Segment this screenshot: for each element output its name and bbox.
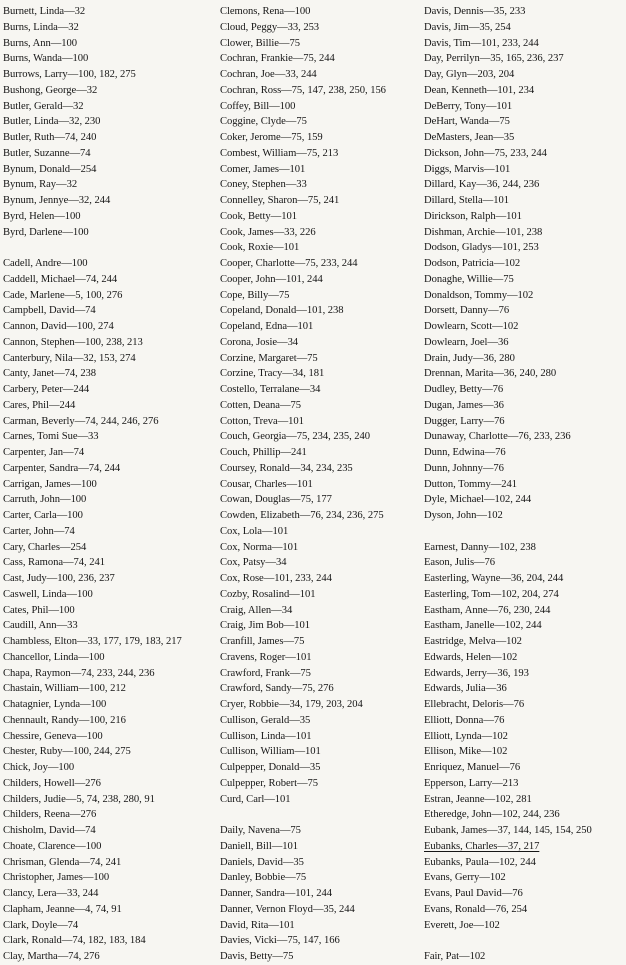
- index-entry: Cochran, Frankie—75, 244: [220, 53, 335, 65]
- index-entry: Dunn, Johnny—76: [424, 462, 504, 474]
- index-entry: Dillard, Kay—36, 244, 236: [424, 179, 540, 191]
- index-entry: Cook, Roxie—101: [220, 242, 300, 254]
- index-entry: Costello, Terralane—34: [220, 384, 321, 395]
- index-entry: Evans, Ronald—76, 254: [424, 903, 528, 915]
- index-entry: Day, Perrilyn—35, 165, 236, 237: [424, 53, 564, 65]
- index-entry: Cravens, Roger—101: [220, 651, 312, 663]
- index-entry: Byrd, Darlene—100: [3, 226, 89, 238]
- index-entry: Couch, Phillip—241: [220, 447, 307, 458]
- index-entry: Coffey, Bill—100: [220, 100, 296, 112]
- index-entry: Butler, Gerald—32: [3, 100, 84, 112]
- index-entry: DeHart, Wanda—75: [424, 116, 510, 128]
- index-entry: Caudill, Ann—33: [3, 620, 78, 632]
- index-entry: Childers, Howell—276: [3, 777, 101, 789]
- index-entry: Copeland, Edna—101: [220, 321, 314, 332]
- index-entry: Chastain, William—100, 212: [3, 683, 126, 695]
- index-entry: Dudley, Betty—76: [424, 384, 504, 395]
- index-entry: Easterling, Wayne—36, 204, 244: [424, 573, 564, 584]
- index-entry: Clemons, Rena—100: [220, 6, 311, 17]
- index-entry: Campbell, David—74: [3, 305, 96, 317]
- index-entry: Clark, Ronald—74, 182, 183, 184: [3, 935, 146, 947]
- index-entry: Cope, Billy—75: [220, 289, 290, 301]
- index-entry: Canty, Janet—74, 238: [3, 368, 97, 380]
- index-entry: Clay, Martha—74, 276: [3, 951, 100, 962]
- index-entry: Caswell, Linda—100: [3, 588, 93, 600]
- index-entry: Curd, Carl—101: [220, 793, 291, 805]
- index-entry: Danley, Bobbie—75: [220, 872, 307, 884]
- index-entry: Davis, Jim—35, 254: [424, 21, 511, 33]
- index-entry: Carbery, Peter—244: [3, 384, 90, 395]
- index-entry: Davis, Tim—101, 233, 244: [424, 37, 539, 49]
- index-entry: Enriquez, Manuel—76: [424, 762, 521, 773]
- index-entry: Crawford, Sandy—75, 276: [220, 683, 334, 695]
- index-entry: Burns, Wanda—100: [3, 53, 89, 65]
- index-entry: Burns, Linda—32: [3, 21, 79, 33]
- index-entry: Davies, Vicki—75, 147, 166: [220, 935, 340, 947]
- index-entry: Fair, Pat—102: [424, 951, 486, 962]
- index-entry: DeMasters, Jean—35: [424, 132, 515, 143]
- index-entry: David, Rita—101: [220, 919, 295, 931]
- index-entry: Bynum, Donald—254: [3, 163, 97, 175]
- index-entry: Dugger, Larry—76: [424, 415, 505, 427]
- index-entry: Cryer, Robbie—34, 179, 203, 204: [220, 699, 363, 710]
- index-entry: Eubanks, Charles—37, 217: [424, 840, 540, 852]
- index-entry: Eason, Julis—76: [424, 557, 496, 569]
- index-entry: Dillard, Stella—101: [424, 195, 509, 206]
- index-entry: Daniels, David—35: [220, 856, 304, 868]
- index-entry: Childers, Judie—5, 74, 238, 280, 91: [3, 793, 155, 805]
- index-entry: Eastham, Janelle—102, 244: [424, 620, 542, 632]
- index-entry: Crawford, Frank—75: [220, 667, 311, 679]
- index-entry: Dean, Kenneth—101, 234: [424, 84, 535, 96]
- index-entry: Corona, Josie—34: [220, 336, 299, 348]
- index-entry: Elliott, Donna—76: [424, 714, 505, 726]
- index-column-1: [3, 4, 209, 965]
- index-column-2: [220, 4, 415, 965]
- index-entry: Dodson, Patricia—102: [424, 258, 521, 269]
- index-entry: Cadell, Andre—100: [3, 258, 88, 269]
- index-entry: Burns, Ann—100: [3, 37, 78, 49]
- index-entry: Dugan, James—36: [424, 399, 504, 411]
- index-entry: Caddell, Michael—74, 244: [3, 273, 118, 285]
- index-entry: Edwards, Helen—102: [424, 651, 518, 663]
- index-entry: Canterbury, Nila—32, 153, 274: [3, 352, 136, 364]
- index-entry: Donaghe, Willie—75: [424, 273, 514, 285]
- index-entry: Cranfill, James—75: [220, 636, 305, 647]
- index-entry: Chapa, Raymon—74, 233, 244, 236: [3, 667, 155, 679]
- index-entry: Evans, Gerry—102: [424, 872, 506, 884]
- index-entry: Cotton, Treva—101: [220, 415, 304, 427]
- index-entry: Bynum, Ray—32: [3, 179, 78, 191]
- letter-section-gap: [424, 933, 626, 949]
- index-entry: Corzine, Margaret—75: [220, 352, 318, 364]
- index-entry: Chancellor, Linda—100: [3, 651, 105, 663]
- index-entry: Donaldson, Tommy—102: [424, 289, 534, 301]
- index-entry: Corzine, Tracy—34, 181: [220, 368, 325, 380]
- index-entry: Cox, Rose—101, 233, 244: [220, 573, 332, 584]
- index-entry: Coker, Jerome—75, 159: [220, 132, 323, 143]
- index-entry: Cowden, Elizabeth—76, 234, 236, 275: [220, 510, 384, 521]
- index-entry: Earnest, Danny—102, 238: [424, 541, 536, 553]
- index-entry: DeBerry, Tony—101: [424, 100, 513, 112]
- index-entry: Danner, Sandra—101, 244: [220, 888, 332, 899]
- index-entry: Combest, William—75, 213: [220, 147, 339, 159]
- index-entry: Cast, Judy—100, 236, 237: [3, 573, 115, 584]
- index-entry: Coggine, Clyde—75: [220, 116, 307, 128]
- index-entry: Eubank, James—37, 144, 145, 154, 250: [424, 825, 592, 836]
- index-entry: Edwards, Julia—36: [424, 683, 507, 695]
- index-entry: Davis, Betty—75: [220, 951, 294, 962]
- index-entry: Chrisman, Glenda—74, 241: [3, 856, 122, 868]
- letter-section-gap: [220, 807, 415, 823]
- index-entry: Culpepper, Robert—75: [220, 777, 319, 789]
- index-entry: Carpenter, Jan—74: [3, 447, 85, 458]
- index-entry: Day, Glyn—203, 204: [424, 69, 515, 80]
- index-entry: Eubanks, Paula—102, 244: [424, 856, 536, 868]
- index-entry: Ellison, Mike—102: [424, 746, 508, 758]
- index-entry: Cox, Lola—101: [220, 525, 289, 537]
- index-entry: Cochran, Joe—33, 244: [220, 69, 317, 80]
- index-entry: Elliott, Lynda—102: [424, 730, 508, 742]
- index-entry: Dutton, Tommy—241: [424, 478, 517, 490]
- index-entry: Bynum, Jennye—32, 244: [3, 195, 111, 206]
- index-entry: Chisholm, David—74: [3, 825, 96, 836]
- index-entry: Couch, Georgia—75, 234, 235, 240: [220, 431, 371, 443]
- index-entry: Etheredge, John—102, 244, 236: [424, 809, 560, 821]
- index-entry: Evans, Paul David—76: [424, 888, 523, 899]
- index-entry: Dowlearn, Scott—102: [424, 321, 519, 332]
- index-entry: Butler, Ruth—74, 240: [3, 132, 97, 143]
- index-entry: Edwards, Jerry—36, 193: [424, 667, 529, 679]
- index-entry: Dyson, John—102: [424, 510, 503, 521]
- index-entry: Eastridge, Melva—102: [424, 636, 522, 647]
- index-entry: Cooper, John—101, 244: [220, 273, 323, 285]
- index-entry: Cotten, Deana—75: [220, 399, 301, 411]
- index-entry: Burnett, Linda—32: [3, 6, 86, 17]
- index-entry: Cox, Norma—101: [220, 541, 299, 553]
- index-entry: Chennault, Randy—100, 216: [3, 714, 126, 726]
- index-entry: Everett, Joe—102: [424, 919, 500, 931]
- index-column-3: [424, 4, 626, 965]
- index-entry: Childers, Reena—276: [3, 809, 97, 821]
- index-entry: Culpepper, Donald—35: [220, 762, 321, 773]
- index-entry: Dunaway, Charlotte—76, 233, 236: [424, 431, 571, 443]
- index-entry: Butler, Suzanne—74: [3, 147, 91, 159]
- index-entry: Dorsett, Danny—76: [424, 305, 510, 317]
- index-entry: Carter, John—74: [3, 525, 75, 537]
- index-entry: Connelley, Sharon—75, 241: [220, 195, 340, 206]
- index-entry: Cook, Betty—101: [220, 210, 297, 222]
- index-entry: Dickson, John—75, 233, 244: [424, 147, 547, 159]
- index-entry: Daily, Navena—75: [220, 825, 301, 836]
- index-entry: Clancy, Lera—33, 244: [3, 888, 99, 899]
- index-entry: Carruth, John—100: [3, 494, 87, 506]
- index-entry: Danner, Vernon Floyd—35, 244: [220, 903, 355, 915]
- index-entry: Dowlearn, Joel—36: [424, 336, 509, 348]
- index-entry: Drain, Judy—36, 280: [424, 352, 515, 364]
- index-entry: Cullison, William—101: [220, 746, 321, 758]
- index-entry: Drennan, Marita—36, 240, 280: [424, 368, 557, 380]
- index-entry: Eastham, Anne—76, 230, 244: [424, 604, 551, 616]
- index-entry: Easterling, Tom—102, 204, 274: [424, 588, 559, 600]
- index-entry: Epperson, Larry—213: [424, 777, 519, 789]
- index-entry: Clark, Doyle—74: [3, 919, 79, 931]
- index-entry: Craig, Jim Bob—101: [220, 620, 311, 632]
- index-entry: Chick, Joy—100: [3, 762, 75, 773]
- index-entry: Cook, James—33, 226: [220, 226, 316, 238]
- index-entry: Diggs, Marvis—101: [424, 163, 511, 175]
- letter-section-gap: [3, 240, 209, 256]
- index-entry: Chessire, Geneva—100: [3, 730, 103, 742]
- index-entry: Ellebracht, Deloris—76: [424, 699, 525, 710]
- letter-section-gap: [424, 524, 626, 540]
- index-entry: Cullison, Linda—101: [220, 730, 312, 742]
- index-entry: Coney, Stephen—33: [220, 179, 307, 191]
- index-entry: Cox, Patsy—34: [220, 557, 287, 569]
- index-entry: Cass, Ramona—74, 241: [3, 557, 105, 569]
- index-entry: Clapham, Jeanne—4, 74, 91: [3, 903, 122, 915]
- index-entry: Coursey, Ronald—34, 234, 235: [220, 462, 353, 474]
- index-entry: Dodson, Gladys—101, 253: [424, 242, 539, 254]
- index-entry: Comer, James—101: [220, 163, 306, 175]
- index-entry: Cade, Marlene—5, 100, 276: [3, 289, 123, 301]
- index-entry: Cozby, Rosalind—101: [220, 588, 316, 600]
- index-entry: Copeland, Donald—101, 238: [220, 305, 344, 317]
- index-entry: Clower, Billie—75: [220, 37, 300, 49]
- index-entry: Cary, Charles—254: [3, 541, 87, 553]
- index-entry: Estran, Jeanne—102, 281: [424, 793, 532, 805]
- index-entry: Choate, Clarence—100: [3, 840, 102, 852]
- index-entry: Cowan, Douglas—75, 177: [220, 494, 332, 506]
- index-entry: Chambless, Elton—33, 177, 179, 183, 217: [3, 636, 182, 647]
- index-entry: Bushong, George—32: [3, 84, 98, 96]
- index-entry: Davis, Dennis—35, 233: [424, 6, 526, 17]
- index-entry: Carman, Beverly—74, 244, 246, 276: [3, 415, 159, 427]
- index-entry: Dyle, Michael—102, 244: [424, 494, 532, 506]
- index-entry: Christopher, James—100: [3, 872, 110, 884]
- index-entry: Cullison, Gerald—35: [220, 714, 311, 726]
- index-entry: Cochran, Ross—75, 147, 238, 250, 156: [220, 84, 386, 96]
- index-entry: Burrows, Larry—100, 182, 275: [3, 69, 136, 80]
- index-entry: Chatagnier, Lynda—100: [3, 699, 107, 710]
- index-entry: Carnes, Tomi Sue—33: [3, 431, 99, 443]
- index-entry: Carrigan, James—100: [3, 478, 97, 490]
- index-entry: Craig, Allen—34: [220, 604, 293, 616]
- index-entry: Carpenter, Sandra—74, 244: [3, 462, 121, 474]
- index-entry: Cares, Phil—244: [3, 399, 76, 411]
- index-entry: Butler, Linda—32, 230: [3, 116, 101, 128]
- index-entry: Dishman, Archie—101, 238: [424, 226, 543, 238]
- index-entry: Cannon, David—100, 274: [3, 321, 114, 332]
- index-entry: Cannon, Stephen—100, 238, 213: [3, 336, 143, 348]
- index-entry: Chester, Ruby—100, 244, 275: [3, 746, 131, 758]
- index-entry: Cousar, Charles—101: [220, 478, 313, 490]
- index-entry: Cates, Phil—100: [3, 604, 75, 616]
- index-entry: Carter, Carla—100: [3, 510, 83, 521]
- index-entry: Cloud, Peggy—33, 253: [220, 21, 320, 33]
- index-entry: Dunn, Edwina—76: [424, 447, 506, 458]
- index-entry: Byrd, Helen—100: [3, 210, 81, 222]
- index-entry: Cooper, Charlotte—75, 233, 244: [220, 258, 358, 269]
- index-entry: Daniell, Bill—101: [220, 840, 299, 852]
- index-entry: Dirickson, Ralph—101: [424, 210, 522, 222]
